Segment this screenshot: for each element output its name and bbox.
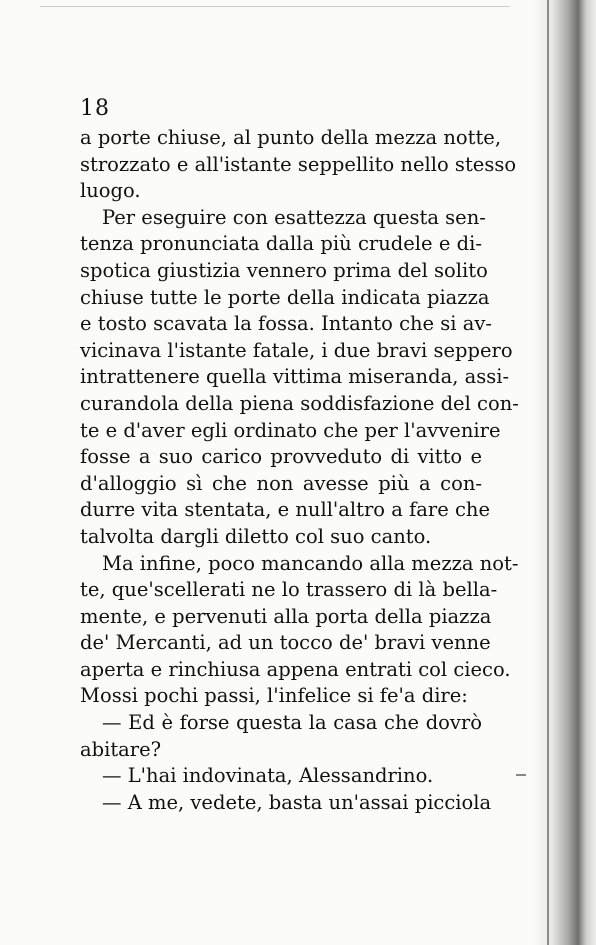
text-line: de' Mercanti, ad un tocco de' bravi venne: [80, 631, 491, 655]
text-line: mente, e pervenuti alla porta della piazza: [80, 604, 492, 628]
scan-top-rule: [40, 6, 510, 7]
text-line: durre vita stentata, e null'altro a fare che: [80, 498, 490, 522]
text-line: Ma infine, poco mancando alla mezza not-: [102, 551, 519, 575]
text-line: a porte chiuse, al punto della mezza notte,: [80, 126, 502, 149]
text-line: — A me, vedete, basta un'assai picciola: [102, 790, 492, 814]
text-line: abitare?: [80, 737, 162, 761]
text-line: chiuse tutte le porte della indicata piazza: [80, 285, 490, 309]
text-line: vicinava l'istante fatale, i due bravi seppero: [80, 338, 513, 362]
text-line: talvolta dargli diletto col suo canto.: [80, 524, 432, 548]
text-line: fosse a suo carico provveduto di vitto e: [80, 445, 482, 469]
text-line: e tosto scavata la fossa. Intanto che si av-: [80, 312, 492, 336]
page-number: 18: [80, 96, 110, 121]
body-text: [80, 125, 519, 816]
text-line: curandola della piena soddisfazione del con-: [80, 391, 519, 415]
text-line: te e d'aver egli ordinato che per l'avvenire: [80, 418, 501, 442]
text-line: — L'hai indovinata, Alessandrino.: [102, 764, 434, 788]
text-line: intrattenere quella vittima miseranda, assi-: [80, 365, 510, 389]
text-line: Per eseguire con esattezza questa sen-: [102, 205, 486, 229]
text-line: aperta e rinchiusa appena entrati col cieco.: [80, 657, 511, 681]
text-line: d'alloggio sì che non avesse più a con-: [80, 471, 482, 495]
book-edge-shadow: [534, 0, 596, 945]
text-line: tenza pronunciata dalla più crudele e di-: [80, 232, 482, 256]
text-line: te, que'scellerati ne lo trassero di là bella-: [80, 578, 498, 602]
book-edge-line: [547, 0, 549, 945]
text-line: Mossi pochi passi, l'infelice si fe'a dire:: [80, 684, 468, 708]
text-line: spotica giustizia vennero prima del solito: [80, 258, 488, 282]
text-line: luogo.: [80, 179, 141, 203]
margin-mark: [516, 774, 526, 776]
text-line: — Ed è forse questa la casa che dovrò: [102, 711, 482, 735]
text-line: strozzato e all'istante seppellito nello stesso: [80, 152, 517, 176]
